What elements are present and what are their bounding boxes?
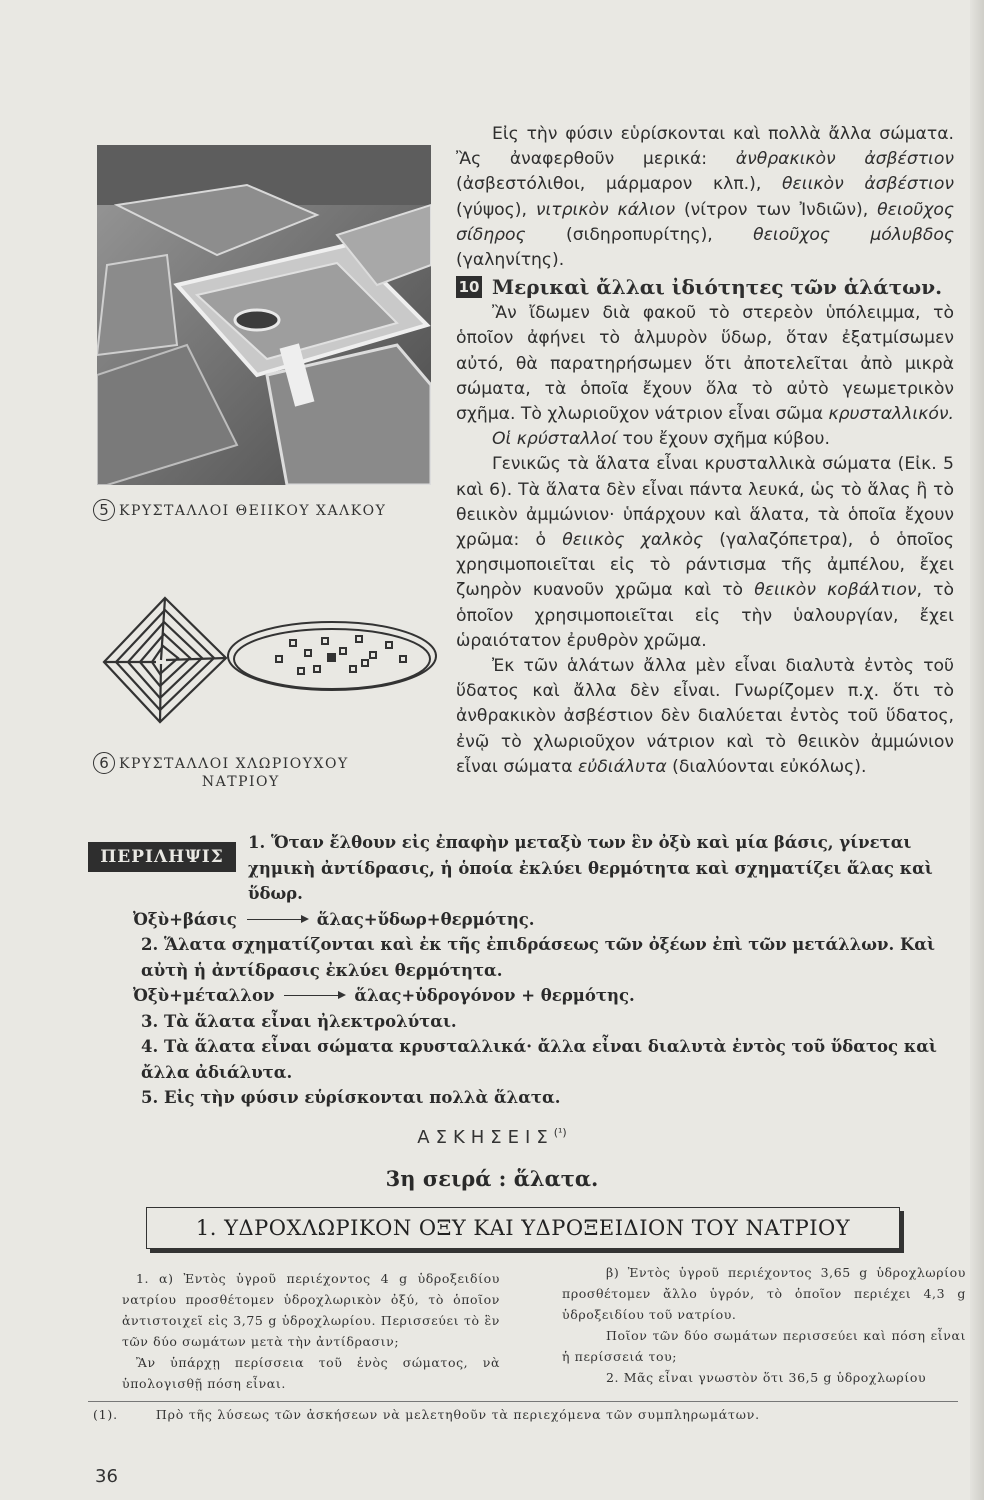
copper-sulfate-crystals-photo [97, 145, 431, 485]
main-text-column [456, 122, 954, 780]
cube-crystal-icon [104, 598, 226, 722]
dish-of-crystals-icon [228, 622, 436, 690]
text-run: (γύψος), [456, 199, 536, 220]
figure-6-number: 6 [93, 752, 115, 774]
text-run: νιτρικὸν κάλιον [535, 199, 676, 220]
text-run: (νίτρον των Ἰνδιῶν), [675, 199, 878, 220]
text-run: Εἰς τὴν φύσιν εὑρίσκονται καὶ πολλὰ ἄλλα σώματα. Ἂς ἀναφερθοῦν μερικά: [456, 124, 954, 170]
paragraph-solubility [456, 654, 954, 780]
footnote-divider [88, 1401, 958, 1402]
text-run: (διαλύονται εὐκόλως). [666, 756, 867, 777]
footnote-mark: (1). [93, 1407, 118, 1422]
text-run: (γαλαζόπετρα), ὁ ὁποῖος χρησιμοποιεῖται εἰς τὸ ράντισμα τῆς ἀμπέλου, ἔχει ζωηρὸν κυανοῦν χρῶμα καὶ τὸ [456, 530, 955, 601]
exercise-2: 2. Μᾶς εἶναι γνωστὸν ὅτι 36,5 g ὑδροχλωρίου [606, 1370, 927, 1385]
exercise-left-column [122, 1268, 500, 1394]
equation-right: ἅλας+ὑδρογόνον + θερμότης. [354, 986, 635, 1005]
exercise-right-column [562, 1262, 966, 1388]
text-run: του ἔχουν σχῆμα κύβου. [617, 429, 830, 450]
text-run: θειικὸν ἀσβέστιον [781, 174, 954, 195]
exercise-1b: β) Ἐντὸς ὑγροῦ περιέχοντος 3,65 g ὑδροχλωρίου προσθέτομεν ἄλλο ὑγρόν, τὸ ὁποῖον περιέχει 4,3 g ὑδροξειδίου τοῦ νατρίου. [562, 1265, 966, 1322]
text-run: θειοῦχος μόλυβδος [753, 224, 954, 245]
figure-6-caption [93, 752, 349, 790]
exercise-1b-question: Ποῖον τῶν δύο σωμάτων περισσεύει καὶ πόση εἶναι ἡ περίσσειά του; [562, 1328, 966, 1364]
equation-right: ἅλας+ὕδωρ+θερμότης. [316, 909, 535, 929]
arrow-icon [284, 995, 344, 996]
text-run: Γενικῶς τὰ ἅλατα εἶναι κρυσταλλικὰ σώματα (Εἰκ. 5 καὶ 6). Τὰ ἅλατα δὲν εἶναι πάντα λευκά, ὡς τὸ ἅλας ἢ τὸ θειικὸν ἀμμώνιον· ὑπάρχουν καὶ ἅλατα, τὰ ὁποῖα ἔχουν χρῶμα: ὁ [456, 454, 954, 551]
paragraph-cube [456, 427, 954, 452]
equation-left: Ὀξὺ+βάσις [133, 909, 237, 929]
summary-label: ΠΕΡΙΛΗΨΙΣ [88, 842, 236, 872]
scan-edge [970, 0, 984, 1500]
paragraph-colors [456, 452, 954, 654]
figure-5-caption-text: ΚΡΥΣΤΑΛΛΟΙ ΘΕΙΙΚΟΥ ΧΑΛΚΟΥ [119, 503, 387, 519]
text-run: Ἂν ἴδωμεν διὰ φακοῦ τὸ στερεὸν ὑπόλειμμα, τὸ ὁποῖον ἀφήνει τὸ ἁλμυρὸν ὕδωρ, ὅταν ἐξατμίσωμεν αὐτό, θὰ παρατηρήσωμεν ὅτι ἀποτελεῖται ἀπὸ μικρὰ σώματα, τὰ ὁποῖα ἔχουν ὅλα τὸ αὐτὸ γεωμετρικὸν σχῆμα. Τὸ χλωριοῦχον νάτριον εἶναι σῶμα [456, 303, 954, 425]
footnote [93, 1407, 953, 1422]
summary-item-3: 3. Τὰ ἅλατα εἶναι ἠλεκτρολύται. [141, 1011, 457, 1031]
summary-section [88, 830, 958, 1111]
paragraph-other-salts [456, 122, 954, 273]
exercise-box-title: 1. ΥΔΡΟΧΛΩΡΙΚΟΝ ΟΞΥ ΚΑΙ ΥΔΡΟΞΕΙΔΙΟΝ ΤΟΥ ΝΑΤΡΙΟΥ [146, 1207, 900, 1249]
equation-acid-base [88, 907, 958, 933]
text-run: Ἐκ τῶν ἁλάτων ἄλλα μὲν εἶναι διαλυτὰ ἐντὸς τοῦ ὕδατος καὶ ἄλλα δὲν εἶναι. Γνωρίζομεν π.χ. ὅτι τὸ ἀνθρακικὸν ἀσβέστιον δὲν διαλύεται ἐντὸς τοῦ ὕδατος, ἐνῷ τὸ χλωριοῦχον νάτριον καὶ τὸ θειικὸν ἀμμώνιον εἶναι σώματα [456, 656, 954, 777]
summary-item-1: 1. Ὅταν ἔλθουν εἰς ἐπαφὴν μεταξὺ των ἓν ὀξὺ καὶ μία βάσις, γίνεται χημικὴ ἀντίδρασις, ἡ ὁποία ἐκλύει θερμότητα καὶ σχηματίζει ἅλας καὶ ὕδωρ. [248, 833, 933, 903]
summary-item-4: 4. Τὰ ἅλατα εἶναι σώματα κρυσταλλικά· ἄλλα εἶναι διαλυτὰ ἐντὸς τοῦ ὕδατος καὶ ἄλλα ἀδιάλυτα. [141, 1037, 937, 1082]
section-number: 10 [456, 276, 482, 298]
exercises-heading [0, 1126, 984, 1148]
text-run: θειικὸς χαλκὸς [562, 530, 704, 551]
crystal-photo-illustration [97, 145, 431, 485]
summary-item-5: 5. Εἰς τὴν φύσιν εὑρίσκονται πολλὰ ἅλατα. [141, 1088, 561, 1107]
exercise-1a: 1. α) Ἐντὸς ὑγροῦ περιέχοντος 4 g ὑδροξειδίου νατρίου προσθέτομεν ὑδροχλωρικὸν ὀξύ, τὸ ὁποῖον ἀντιστοιχεῖ εἰς 3,75 g ὑδροχλωρίου. Περισσεύει τὸ ἓν τῶν δύο σωμάτων μετὰ τὴν ἀντίδρασιν; [122, 1271, 500, 1349]
text-run: κρυσταλλικόν. [828, 404, 954, 425]
text-run: (ἀσβεστόλιθοι, μάρμαρον κλπ.), [456, 174, 782, 195]
salt-crystals-drawing [100, 590, 440, 740]
page-number: 36 [95, 1466, 118, 1487]
text-run: εὐδιάλυτα [578, 756, 667, 777]
footnote-text: Πρὸ τῆς λύσεως τῶν ἀσκήσεων νὰ μελετηθοῦν τὰ περιεχόμενα τῶν συμπληρωμάτων. [155, 1407, 760, 1422]
summary-item-2: 2. Ἅλατα σχηματίζονται καὶ ἐκ τῆς ἐπιδράσεως τῶν ὀξέων ἐπὶ τῶν μετάλλων. Καὶ αὐτὴ ἡ ἀντίδρασις ἐκλύει θερμότητα. [141, 935, 935, 980]
paragraph-crystals [456, 301, 954, 427]
arrow-icon [247, 919, 307, 920]
figure-6-caption-line2: ΝΑΤΡΙΟΥ [201, 774, 280, 790]
text-run: (γαληνίτης). [456, 250, 565, 271]
footnote-ref: (¹) [553, 1126, 567, 1139]
salt-crystal-diagram [100, 590, 440, 740]
text-run: , τὸ ὁποῖον χρησιμοποιεῖται εἰς τὴν ὑαλουργίαν, ἔχει ὡραιότατον ἐρυθρὸν χρῶμα. [456, 580, 955, 651]
section-title: Μερικαὶ ἄλλαι ἰδιότητες τῶν ἁλάτων. [492, 275, 943, 300]
equation-acid-metal [88, 983, 958, 1009]
figure-6-caption-line1: ΚΡΥΣΤΑΛΛΟΙ ΧΛΩΡΙΟΥΧΟΥ [119, 756, 349, 772]
exercises-heading-text: ΑΣΚΗΣΕΙΣ [417, 1127, 554, 1148]
text-run: θειοῦχος σίδηρος [456, 199, 954, 245]
text-run: (σιδηροπυρίτης), [525, 224, 754, 245]
equation-left: Ὀξὺ+μέταλλον [133, 986, 275, 1005]
text-run: θειικὸν κοβάλτιον [754, 580, 917, 601]
text-run: ἀνθρακικὸν ἀσβέστιον [735, 149, 954, 170]
exercise-1a-question: Ἂν ὑπάρχῃ περίσσεια τοῦ ἑνὸς σώματος, νὰ ὑπολογισθῇ πόση εἶναι. [122, 1355, 500, 1391]
figure-5-caption [93, 499, 386, 521]
exercise-series: 3η σειρά : ἅλατα. [385, 1166, 599, 1191]
text-run: Οἱ κρύσταλλοί [492, 429, 618, 450]
figure-5-number: 5 [93, 499, 115, 521]
section-heading [456, 273, 954, 301]
